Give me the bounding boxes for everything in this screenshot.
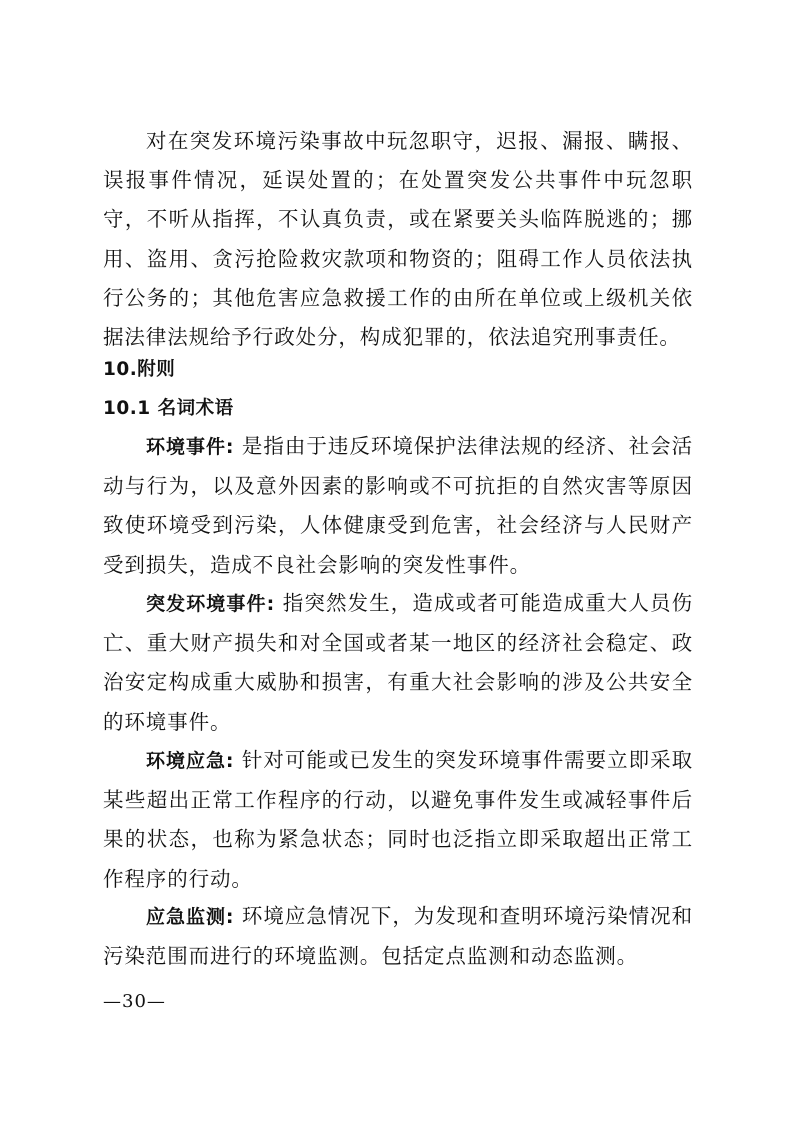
page-number: —30— [103,991,166,1012]
section-heading: 10.附则 [103,359,176,380]
definition-text: 是指由于违反环境保护法律法规的经济、社会活动与行为，以及意外因素的影响或不可抗拒的自然灾害等原因致使环境受到污染，人体健康受到危害，社会经济与人民财产受到损失，造成不良社会影响的突发性事件。 [103,434,693,577]
penalty-paragraph-text: 对在突发环境污染事故中玩忽职守，迟报、漏报、瞒报、误报事件情况，延误处置的；在处置突发公共事件中玩忽职守，不听从指挥，不认真负责，或在紧要关头临阵脱逃的；挪用、盗用、贪污抢险救灾款项和物资的；阻碍工作人员依法执行公务的；其他危害应急救援工作的由所在单位或上级机关依据法律法规给予行政处分，构成犯罪的，依法追究刑事责任。 [103,129,693,350]
definition-environmental-event [103,427,693,585]
subsection-heading: 10.1 名词术语 [103,398,234,419]
definition-text: 环境应急情况下，为发现和查明环境污染情况和污染范围而进行的环境监测。包括定点监测和动态监测。 [103,904,693,969]
definition-term: 突发环境事件: [146,593,276,615]
definition-environmental-emergency [103,741,693,899]
definition-term: 环境事件: [146,436,235,458]
definition-term: 环境应急: [146,750,235,772]
definition-sudden-environmental-event [103,584,693,742]
definition-text: 针对可能或已发生的突发环境事件需要立即采取某些超出正常工作程序的行动，以避免事件发生或减轻事件后果的状态，也称为紧急状态；同时也泛指立即采取超出正常工作程序的行动。 [103,748,693,891]
definition-emergency-monitoring [103,897,693,976]
penalty-paragraph [103,122,693,357]
definition-term: 应急监测: [146,906,235,928]
definition-text: 指突然发生，造成或者可能造成重大人员伤亡、重大财产损失和对全国或者某一地区的经济社会稳定、政治安定构成重大威胁和损害，有重大社会影响的涉及公共安全的环境事件。 [103,591,693,734]
